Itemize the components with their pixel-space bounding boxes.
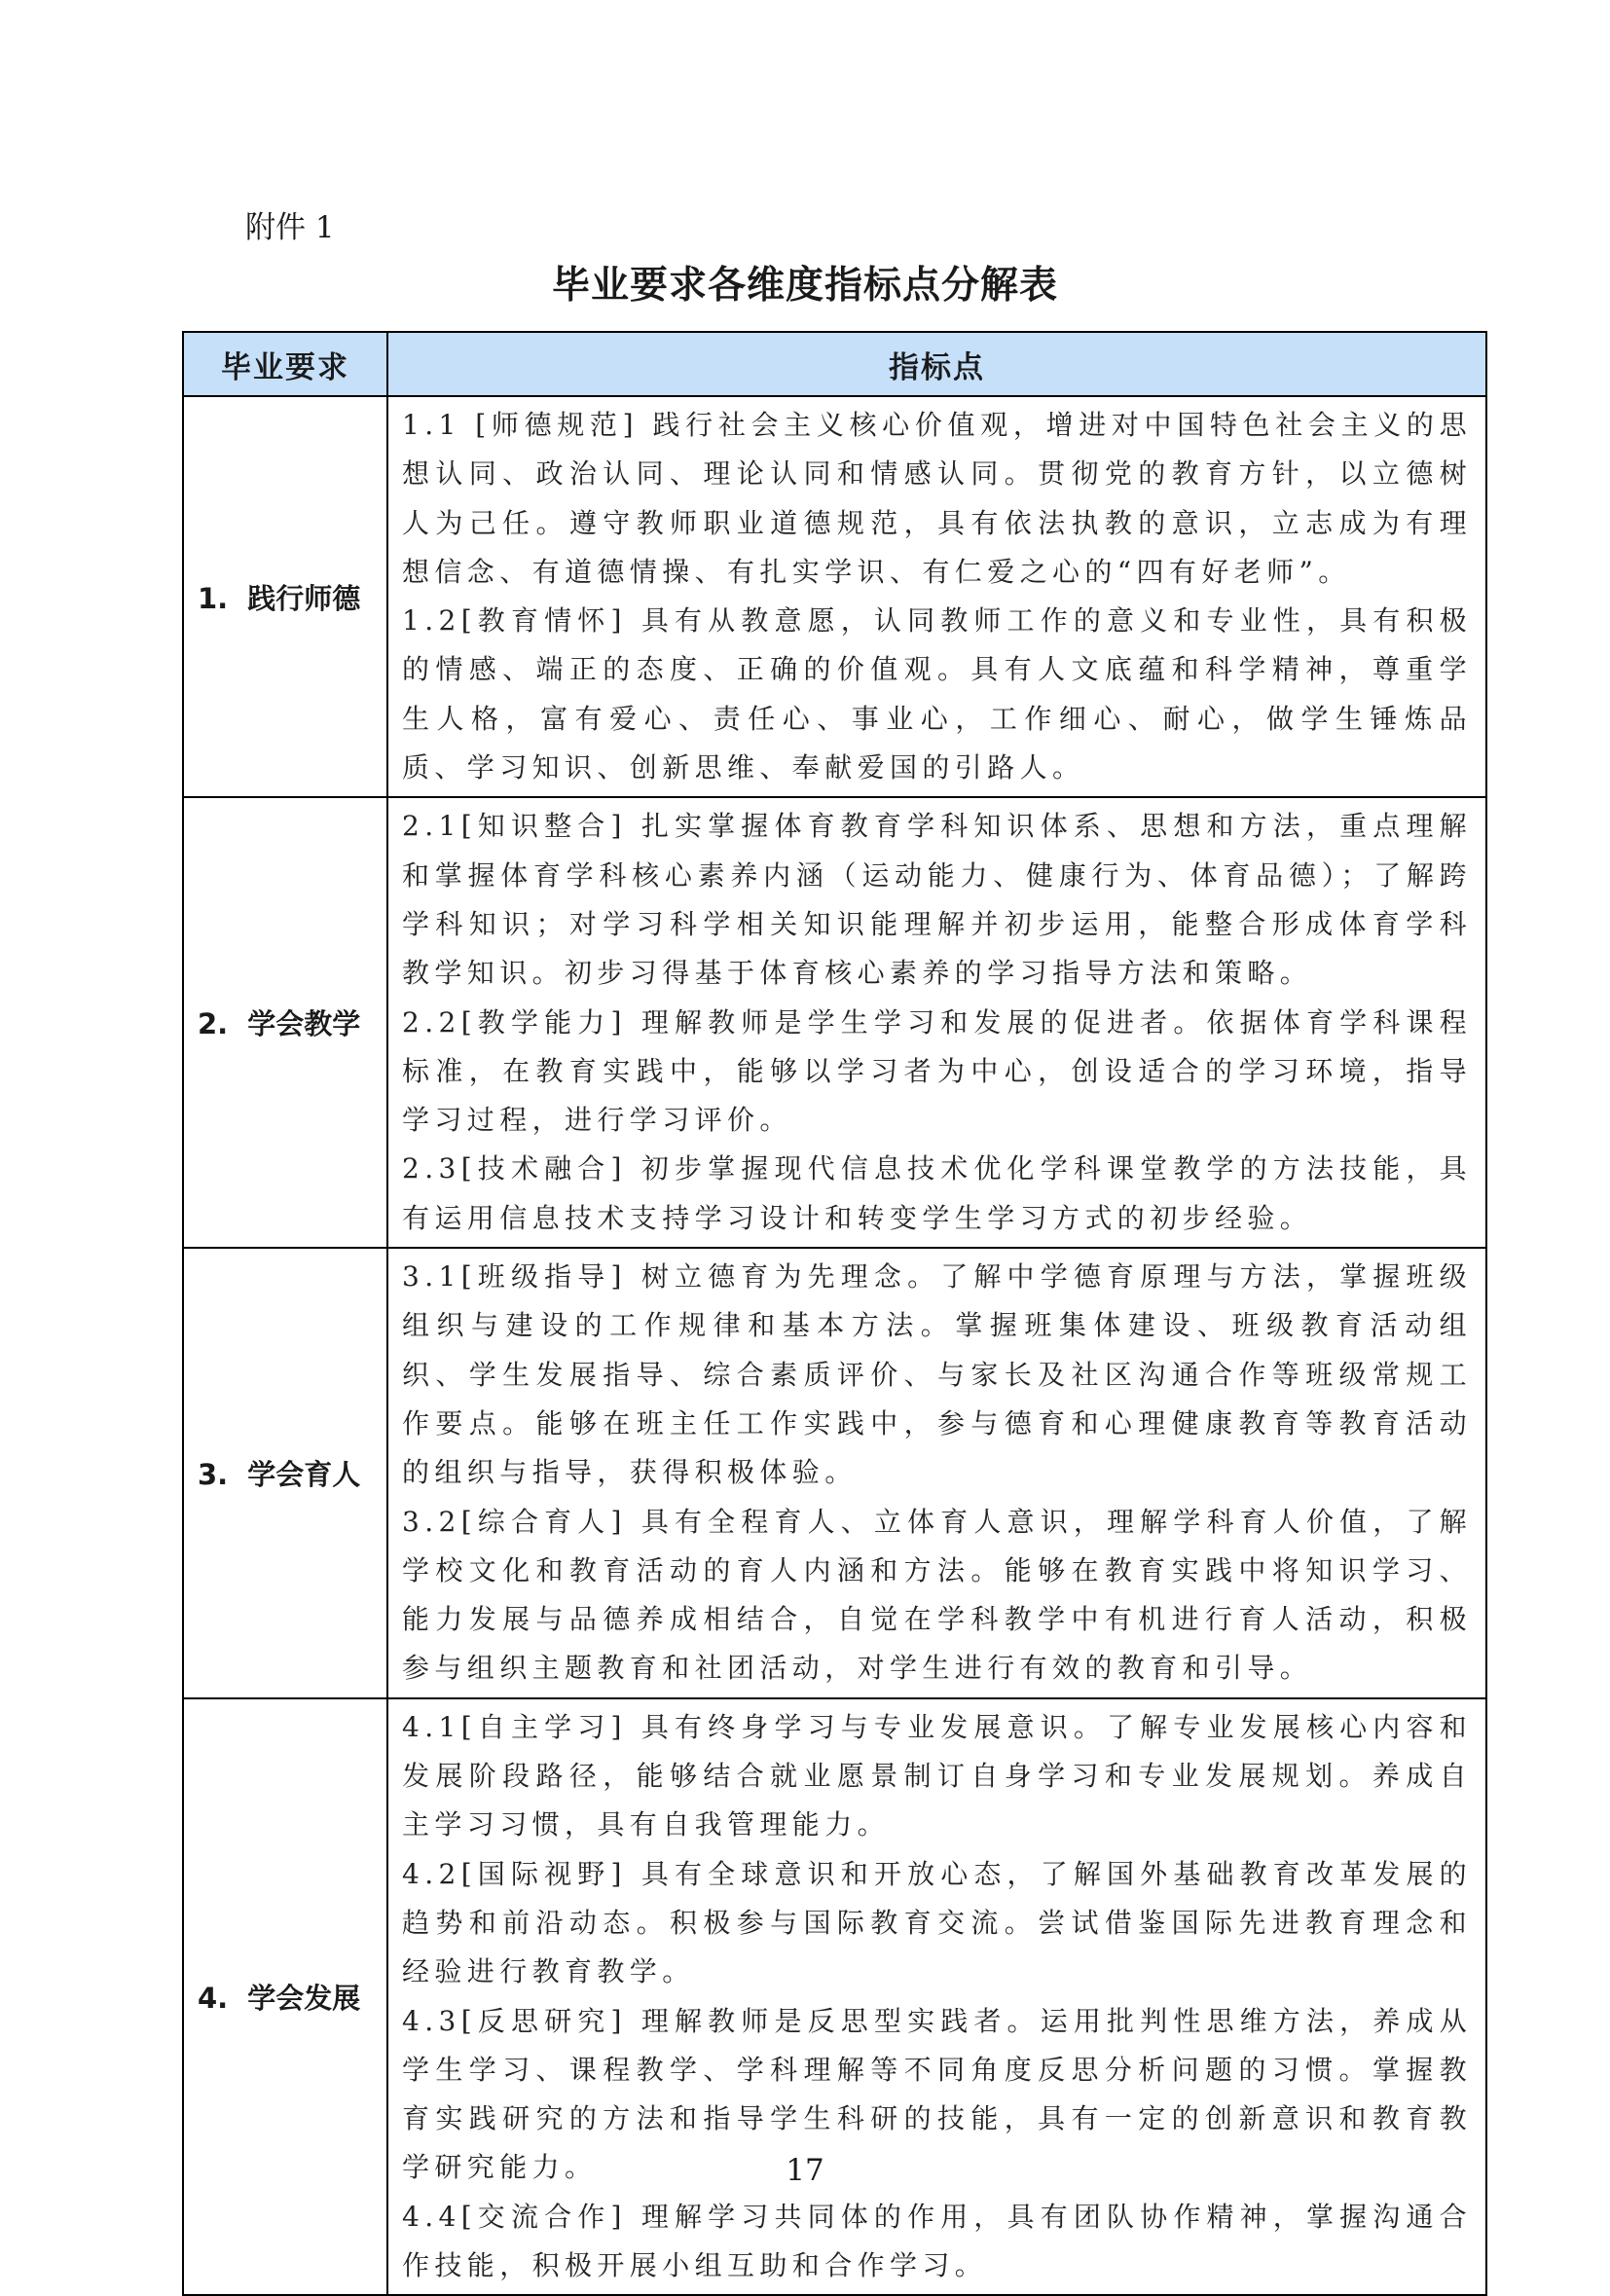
indicator-point: 2.2[教学能力] 理解教师是学生学习和发展的促进者。依据体育学科课程标准，在教育实践中，能够以学习者为中心，创设适合的学习环境，指导学习过程，进行学习评价。 [402, 1005, 1472, 1137]
requirement-label: 学会教学 [247, 1007, 361, 1041]
requirement-number: 3. [198, 1457, 229, 1491]
indicator-cell [387, 797, 1486, 1248]
requirement-cell [183, 1248, 387, 1698]
attachment-label: 附件 1 [245, 210, 335, 245]
requirement-label: 学会发展 [247, 1982, 361, 2015]
indicator-point: 2.1[知识整合] 扎实掌握体育教育学科知识体系、思想和方法，重点理解和掌握体育学科核心素养内涵（运动能力、健康行为、体育品德）；了解跨学科知识；对学习科学相关知识能理解并初步运用，能整合形成体育学科教学知识。初步习得基于体育核心素养的学习指导方法和策略。 [402, 810, 1472, 990]
requirement-label: 学会育人 [247, 1457, 361, 1491]
header-indicator: 指标点 [387, 332, 1486, 396]
header-requirement: 毕业要求 [183, 332, 387, 396]
requirement-cell [183, 1698, 387, 2296]
indicator-point: 1.1 [师德规范] 践行社会主义核心价值观，增进对中国特色社会主义的思想认同、政治认同、理论认同和情感认同。贯彻党的教育方针，以立德树人为己任。遵守教师职业道德规范，具有依法执教的意识，立志成为有理想信念、有道德情操、有扎实学识、有仁爱之心的“四有好老师”。 [402, 409, 1472, 588]
requirement-label: 践行师德 [247, 581, 361, 615]
page-number: 17 [786, 2153, 824, 2188]
indicator-point: 3.1[班级指导] 树立德育为先理念。了解中学德育原理与方法，掌握班级组织与建设的工作规律和基本方法。掌握班集体建设、班级教育活动组织、学生发展指导、综合素质评价、与家长及社区沟通合作等班级常规工作要点。能够在班主任工作实践中，参与德育和心理健康教育等教育活动的组织与指导，获得积极体验。 [402, 1260, 1472, 1489]
requirement-cell [183, 797, 387, 1248]
table-row [183, 1698, 1486, 2296]
requirement-cell [183, 396, 387, 797]
requirement-number: 4. [198, 1982, 229, 2015]
document-title: 毕业要求各维度指标点分解表 [551, 264, 1058, 308]
indicator-table [182, 331, 1487, 2296]
indicator-cell [387, 1698, 1486, 2296]
indicator-point: 4.1[自主学习] 具有终身学习与专业发展意识。了解专业发展核心内容和发展阶段路径，能够结合就业愿景制订自身学习和专业发展规划。养成自主学习习惯，具有自我管理能力。 [402, 1710, 1472, 1841]
indicator-point: 1.2[教育情怀] 具有从教意愿，认同教师工作的意义和专业性，具有积极的情感、端正的态度、正确的价值观。具有人文底蕴和科学精神，尊重学生人格，富有爱心、责任心、事业心，工作细心、耐心，做学生锤炼品质、学习知识、创新思维、奉献爱国的引路人。 [402, 604, 1472, 784]
table-row [183, 1248, 1486, 1698]
indicator-point: 4.2[国际视野] 具有全球意识和开放心态，了解国外基础教育改革发展的趋势和前沿动态。积极参与国际教育交流。尝试借鉴国际先进教育理念和经验进行教育教学。 [402, 1857, 1472, 1988]
indicator-cell [387, 396, 1486, 797]
indicator-point: 3.2[综合育人] 具有全程育人、立体育人意识，理解学科育人价值，了解学校文化和教育活动的育人内涵和方法。能够在教育实践中将知识学习、能力发展与品德养成相结合，自觉在学科教学中有机进行育人活动，积极参与组织主题教育和社团活动，对学生进行有效的教育和引导。 [402, 1505, 1472, 1685]
indicator-cell [387, 1248, 1486, 1698]
table-row [183, 797, 1486, 1248]
table-row [183, 396, 1486, 797]
requirement-number: 1. [198, 581, 229, 615]
table-header-row [183, 332, 1486, 396]
requirement-number: 2. [198, 1007, 229, 1041]
indicator-point: 4.4[交流合作] 理解学习共同体的作用，具有团队协作精神，掌握沟通合作技能，积极开展小组互助和合作学习。 [402, 2200, 1472, 2281]
indicator-point: 2.3[技术融合] 初步掌握现代信息技术优化学科课堂教学的方法技能，具有运用信息技术支持学习设计和转变学生学习方式的初步经验。 [402, 1152, 1472, 1234]
indicator-point: 4.3[反思研究] 理解教师是反思型实践者。运用批判性思维方法，养成从学生学习、课程教学、学科理解等不同角度反思分析问题的习惯。掌握教育实践研究的方法和指导学生科研的技能，具有一定的创新意识和教育教学研究能力。 [402, 2004, 1472, 2184]
